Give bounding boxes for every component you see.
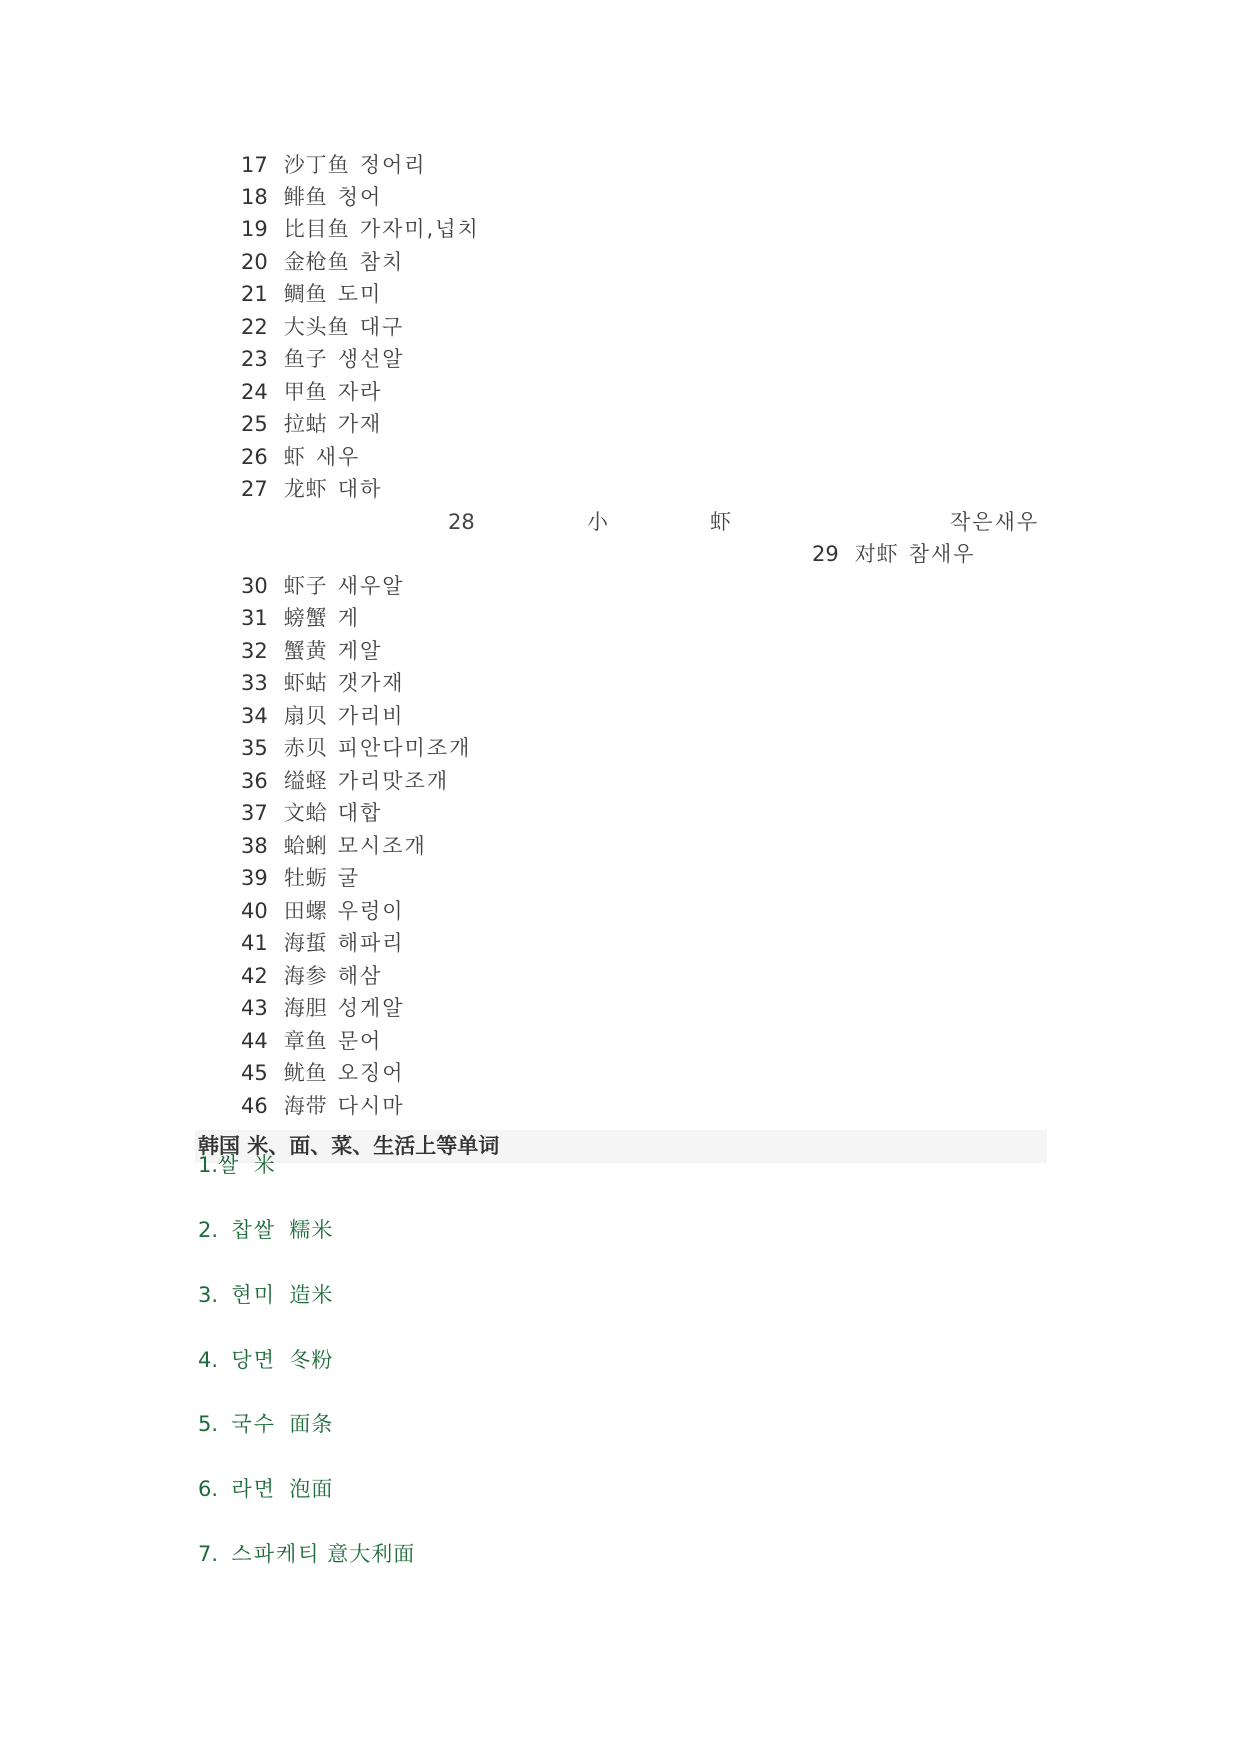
list-item: 33 虾蛄 갯가재 (241, 671, 405, 695)
list-item: 2. 찹쌀 糯米 (198, 1218, 334, 1242)
list-item: 27 龙虾 대하 (241, 477, 383, 501)
list-item: 40 田螺 우렁이 (241, 899, 405, 923)
list-item: 30 虾子 새우알 (241, 574, 405, 598)
list-item: 21 鲷鱼 도미 (241, 282, 383, 306)
list-item: 43 海胆 성게알 (241, 996, 405, 1020)
list-item: 34 扇贝 가리비 (241, 704, 405, 728)
item-number: 28 (448, 510, 475, 534)
list-item: 26 虾 새우 (241, 445, 361, 469)
list-item: 46 海带 다시마 (241, 1094, 405, 1118)
list-item: 44 章鱼 문어 (241, 1029, 383, 1053)
list-item: 37 文蛤 대합 (241, 801, 383, 825)
list-item: 17 沙丁鱼 정어리 (241, 153, 427, 177)
list-item: 42 海参 해삼 (241, 964, 383, 988)
list-item: 7. 스파케티 意大利面 (198, 1542, 416, 1566)
item-zh-char: 虾 (710, 510, 731, 534)
list-item: 20 金枪鱼 참치 (241, 250, 405, 274)
list-item: 22 大头鱼 대구 (241, 315, 405, 339)
list-item: 24 甲鱼 자라 (241, 380, 383, 404)
list-item: 3. 현미 造米 (198, 1283, 334, 1307)
list-item: 29 对虾 참새우 (812, 542, 976, 566)
list-item: 5. 국수 面条 (198, 1412, 334, 1436)
item-ko: 작은새우 (950, 510, 1040, 534)
list-item: 1.쌀 米 (198, 1153, 276, 1177)
list-item: 19 比目鱼 가자미,넙치 (241, 217, 480, 241)
list-item: 36 缢蛏 가리맛조개 (241, 769, 450, 793)
list-item: 35 赤贝 피안다미조개 (241, 736, 472, 760)
list-item: 41 海蜇 해파리 (241, 931, 405, 955)
list-item: 23 鱼子 생선알 (241, 347, 405, 371)
list-item: 25 拉蛄 가재 (241, 412, 383, 436)
list-item: 38 蛤蜊 모시조개 (241, 834, 427, 858)
list-item: 45 鱿鱼 오징어 (241, 1061, 405, 1085)
list-item: 6. 라면 泡面 (198, 1477, 334, 1501)
list-item: 31 螃蟹 게 (241, 606, 360, 630)
list-item: 4. 당면 冬粉 (198, 1348, 334, 1372)
item-zh-char: 小 (587, 510, 608, 534)
list-item: 18 鲱鱼 청어 (241, 185, 383, 209)
list-item: 32 蟹黄 게알 (241, 639, 383, 663)
list-item: 39 牡蛎 굴 (241, 866, 360, 890)
section-heading: 韩国 米、面、菜、生活上等单词 (195, 1130, 1047, 1163)
